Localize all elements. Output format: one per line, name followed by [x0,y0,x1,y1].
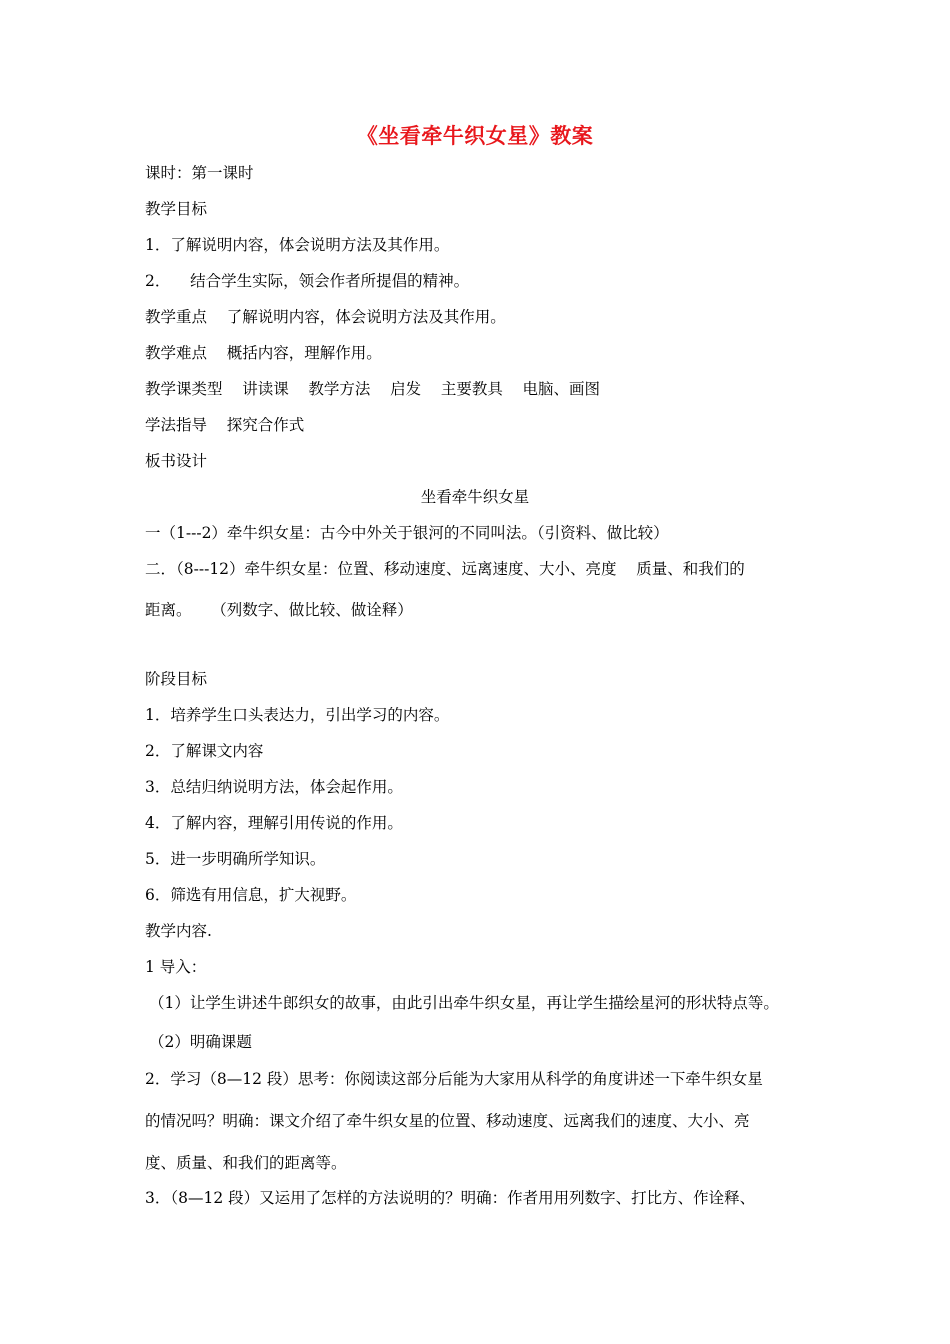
text-line: 6．筛选有用信息，扩大视野。 [145,886,357,904]
text-line: 教学课类型 讲读课 教学方法 启发 主要教具 电脑、画图 [145,380,601,398]
text-line: 1 导入： [145,958,207,976]
text-line: 阶段目标 [145,670,208,688]
text-line: （1）让学生讲述牛郎织女的故事，由此引出牵牛织女星，再让学生描绘星河的形状特点等。 [149,994,779,1012]
text-line: 教学内容. [145,922,212,940]
text-line: 2． 结合学生实际，领会作者所提倡的精神。 [145,272,470,290]
text-line: 2．了解课文内容 [145,742,264,760]
board-line: 距离。 （列数字、做比较、做诠释） [145,601,413,619]
text-line: 3．（8—12 段）又运用了怎样的方法说明的？明确：作者用用列数字、打比方、作诠释、 [145,1189,756,1207]
text-line: 板书设计 [145,452,208,470]
text-line: 教学目标 [145,200,208,218]
text-line: 2．学习（8—12 段）思考：你阅读这部分后能为大家用从科学的角度讲述一下牵牛织女星 [145,1070,763,1088]
document-title: 《坐看牵牛织女星》教案 [356,123,594,148]
text-line: 教学重点 了解说明内容，体会说明方法及其作用。 [145,308,506,326]
text-line: 教学难点 概括内容，理解作用。 [145,344,382,362]
text-line: 1．培养学生口头表达力，引出学习的内容。 [145,706,450,724]
text-line: （2）明确课题 [149,1033,252,1051]
board-title: 坐看牵牛织女星 [420,488,530,506]
text-line: 的情况吗？明确：课文介绍了牵牛织女星的位置、移动速度、远离我们的速度、大小、亮 [145,1112,750,1130]
text-line: 4．了解内容，理解引用传说的作用。 [145,814,403,832]
text-line: 课时：第一课时 [145,164,254,182]
text-line: 1．了解说明内容，体会说明方法及其作用。 [145,236,450,254]
board-line: 一（1---2）牵牛织女星：古今中外关于银河的不同叫法。（引资料、做比较） [145,524,669,542]
text-line: 5．进一步明确所学知识。 [145,850,326,868]
text-line: 3．总结归纳说明方法，体会起作用。 [145,778,403,796]
text-line: 学法指导 探究合作式 [145,416,305,434]
board-line: 二．（8---12）牵牛织女星：位置、移动速度、远离速度、大小、亮度 质量、和我们的 [145,560,745,578]
text-line: 度、质量、和我们的距离等。 [145,1154,347,1172]
